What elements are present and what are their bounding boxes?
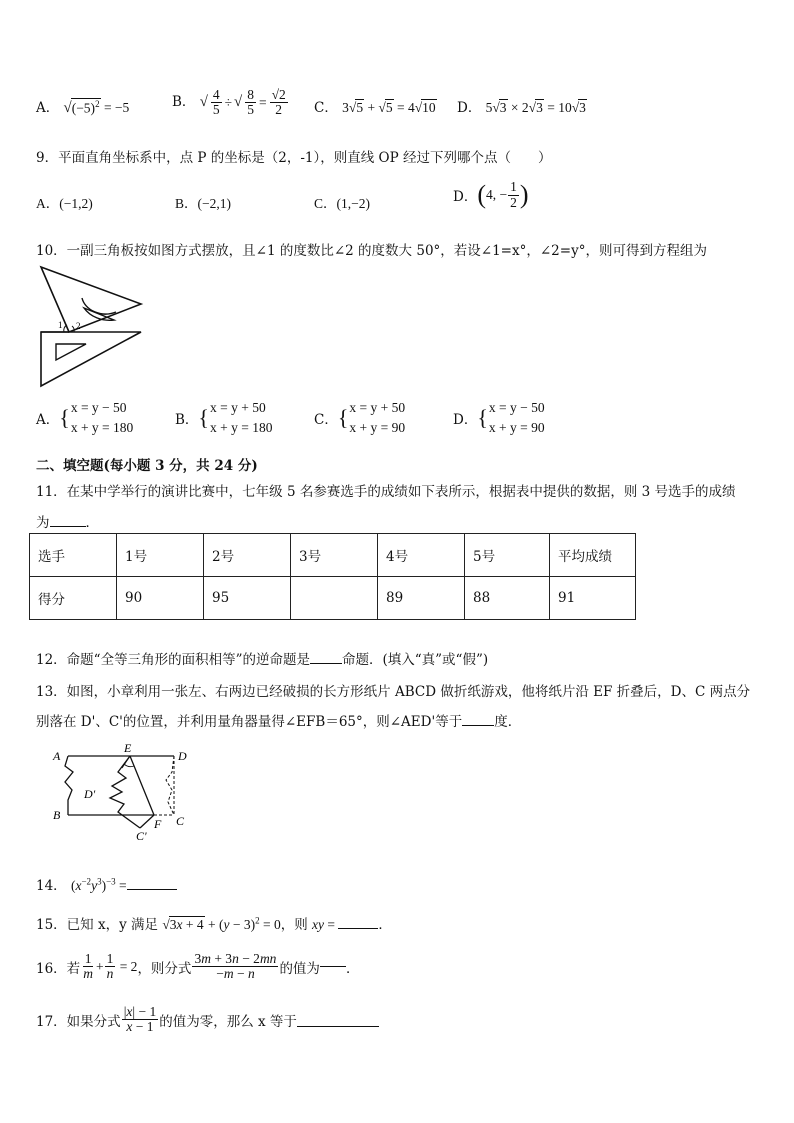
- table-cell: 5号: [465, 534, 550, 577]
- point-label-e: E: [124, 742, 132, 755]
- q8-d-expr: 5√3 × 2√3 = 10√3: [485, 100, 586, 115]
- equation: x = y − 50: [488, 400, 545, 415]
- option-label: A．: [36, 100, 60, 116]
- set-squares-figure: [36, 262, 148, 388]
- answer-blank[interactable]: [338, 928, 378, 929]
- text: ．: [345, 960, 360, 977]
- point-label-d: D: [178, 749, 187, 763]
- text: 15．已知 x，y 满足: [36, 917, 159, 933]
- table-cell: 2号: [204, 534, 291, 577]
- q13-text-line2: [36, 710, 521, 730]
- text: 命题．(填入“真”或“假”): [341, 652, 489, 668]
- text: 17．如果分式: [36, 1013, 121, 1030]
- point-label-a: A: [53, 749, 61, 763]
- upper-triangle: [41, 267, 141, 332]
- text: ．: [85, 515, 99, 531]
- equation: x + y = 90: [488, 420, 545, 436]
- q14-expr: $(x^{-2}y^3)^{-3}$ =: [70, 876, 127, 893]
- q8-option-b: [172, 88, 289, 117]
- point-label-cprime: C': [136, 829, 147, 842]
- answer-blank[interactable]: [320, 966, 346, 967]
- option-label: D．: [457, 100, 482, 116]
- text: 的值为: [279, 960, 320, 977]
- text: ．: [378, 917, 392, 933]
- q9-option-b: B．(−2,1): [175, 196, 231, 211]
- section-heading: 二、填空题(每小题 3 分，共 24 分): [36, 458, 258, 474]
- option-label: B．: [175, 412, 199, 429]
- equation: x = y + 50: [349, 400, 406, 415]
- table-row: [30, 577, 636, 620]
- q9-option-c: C．(1,−2): [314, 196, 370, 211]
- table-cell: 90: [117, 577, 204, 620]
- q13-text-line1: 13．如图，小章利用一张左、右两边已经破损的长方形纸片 ABCD 做折纸游戏，他将纸片沿 EF 折叠后，D、C 两点分: [36, 684, 751, 700]
- answer-blank[interactable]: [297, 1026, 379, 1027]
- text: 别落在 D'、C'的位置，并利用量角器量得∠EFB＝65°，则∠AED'等于: [36, 714, 463, 730]
- equation: x = y − 50: [70, 400, 127, 415]
- text: 为: [36, 515, 50, 531]
- answer-blank[interactable]: [310, 663, 342, 664]
- q16-fraction: $\frac{3m + 3n - 2mn}{-m - n}$: [194, 951, 277, 982]
- option-label: D．: [453, 189, 478, 205]
- q10-option-a: A． { x = y − 50 x + y = 180: [36, 398, 133, 439]
- q8-option-a: [36, 96, 129, 117]
- table-row: [30, 534, 636, 577]
- q11-text-line1: 11．在某中学举行的演讲比赛中，七年级 5 名参赛选手的成绩如下表所示，根据表中提供的数据，则 3 号选手的成绩: [36, 484, 736, 500]
- q15-text: 15．已知 x，y 满足 $√3x + 4 + (y - 3)^2 = 0$，则 xy = ．: [36, 915, 392, 933]
- folding-figure: [48, 742, 196, 842]
- angle-label-2: 2: [76, 321, 81, 331]
- equation: x + y = 90: [349, 420, 406, 436]
- table-cell: 89: [378, 577, 465, 620]
- q8-a-expr: $√(-5)^2 = -5$: [63, 98, 130, 116]
- q8-option-c: [314, 96, 437, 116]
- table-cell: 95: [204, 577, 291, 620]
- table-cell: 平均成绩: [550, 534, 636, 577]
- q11-text-line2: [36, 511, 99, 531]
- equation: x = y + 50: [209, 400, 266, 415]
- answer-blank[interactable]: [462, 725, 494, 726]
- q14-text: [36, 874, 177, 894]
- q9-option-d: D． ( 4, − $\frac{1}{2}$ ): [453, 179, 529, 210]
- point-label-f: F: [154, 817, 162, 831]
- point-label-c: C: [176, 814, 185, 828]
- option-label: A．: [36, 412, 60, 429]
- equation: x + y = 180: [209, 420, 273, 436]
- q8-option-d: [457, 96, 587, 116]
- table-cell: 3号: [291, 534, 378, 577]
- option-label: D．: [453, 412, 478, 429]
- table-cell: [291, 577, 378, 620]
- table-cell: 91: [550, 577, 636, 620]
- q10-option-c: C． { x = y + 50 x + y = 90: [314, 398, 405, 439]
- q17-fraction: $\frac{|x| - 1}{x - 1}$: [123, 1004, 157, 1035]
- text: 12．命题“全等三角形的面积相等”的逆命题是: [36, 652, 310, 668]
- equation: x + y = 180: [70, 420, 134, 436]
- q12-text: [36, 648, 488, 668]
- q8-b-expr: √ $\frac{4}{5}$ ÷ √ $\frac{8}{5}$ = $\frac{√2}{2}$: [199, 87, 286, 118]
- q9-text: 9．平面直角坐标系中，点 P 的坐标是（2，-1），则直线 OP 经过下列哪个点（ ）: [36, 150, 552, 166]
- text: 度．: [494, 714, 522, 730]
- q10-option-b: B． { x = y + 50 x + y = 180: [175, 398, 272, 439]
- q8-c-expr: 3√5 + √5 = 4√10: [342, 100, 436, 115]
- q10-option-d: D． { x = y − 50 x + y = 90: [453, 398, 545, 439]
- table-cell: 4号: [378, 534, 465, 577]
- q10-text: 10．一副三角板按如图方式摆放，且∠1 的度数比∠2 的度数大 50°，若设∠1=x°，∠2=y°，则可得到方程组为: [36, 243, 707, 259]
- q16-text: 16．若 $\frac{1}{m}$ + $\frac{1}{n}$ = 2 ，则分式 $\frac{3m + 3n - 2mn}{-m - n}$ 的值为 ．: [36, 951, 360, 982]
- table-cell: 选手: [30, 534, 117, 577]
- point-label-dprime: D': [84, 787, 96, 801]
- q15-expr: $√3x + 4 + (y - 3)^2 = 0$: [162, 915, 281, 932]
- table-cell: 1号: [117, 534, 204, 577]
- score-table: [29, 533, 636, 620]
- lower-triangle-cutout: [56, 344, 86, 360]
- text: 的值为零，那么 x 等于: [159, 1013, 297, 1030]
- answer-blank[interactable]: [50, 526, 86, 527]
- option-label: C．: [314, 100, 338, 116]
- table-cell: 得分: [30, 577, 117, 620]
- q17-text: [36, 1005, 379, 1034]
- answer-blank[interactable]: [127, 889, 177, 890]
- angle-label-1: 1: [58, 320, 63, 330]
- option-label: C．: [314, 412, 338, 429]
- table-cell: 88: [465, 577, 550, 620]
- point-label-b: B: [53, 808, 61, 822]
- text: ，则分式: [137, 960, 192, 977]
- option-label: B．: [172, 94, 196, 111]
- text: ，则: [280, 917, 308, 933]
- q9-option-a: A．(−1,2): [36, 196, 93, 211]
- q15-xy: xy: [312, 917, 324, 932]
- text: 14．: [36, 878, 67, 894]
- text: 16．若: [36, 960, 81, 977]
